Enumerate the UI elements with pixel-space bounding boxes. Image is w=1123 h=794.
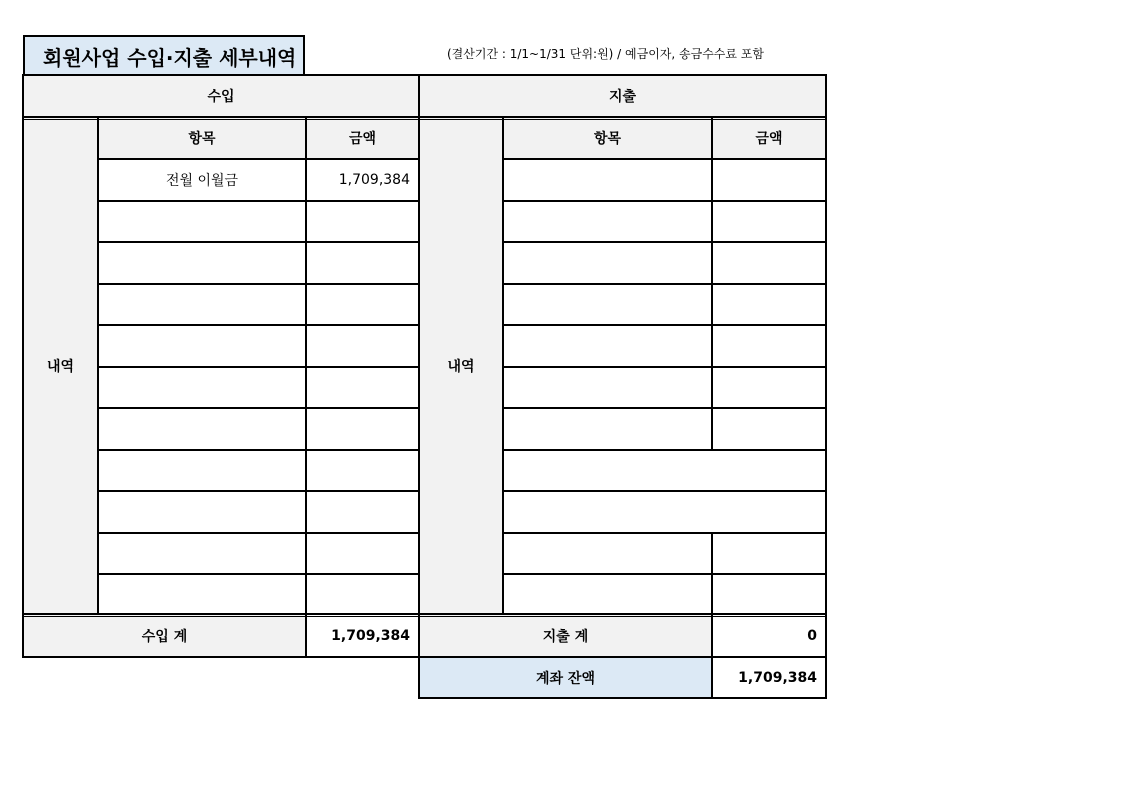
income-row-11-item	[98, 574, 306, 614]
income-row-2-amount	[306, 201, 419, 242]
income-row-3-item	[98, 242, 306, 284]
expense-row-2-item	[503, 201, 712, 242]
expense-row-8-merged	[503, 450, 826, 491]
income-row-10-item	[98, 533, 306, 574]
income-total-label: 수입 계	[23, 614, 306, 657]
income-side-label: 내역	[23, 117, 98, 614]
expense-row-2-amount	[712, 201, 826, 242]
income-col-amount: 금액	[306, 117, 419, 159]
header-double-line	[23, 119, 826, 120]
income-row-5-amount	[306, 325, 419, 367]
expense-row-5-amount	[712, 325, 826, 367]
expense-row-1-item	[503, 159, 712, 201]
page-title: 회원사업 수입·지출 세부내역	[23, 35, 305, 75]
expense-row-4-item	[503, 284, 712, 325]
expense-col-amount: 금액	[712, 117, 826, 159]
expense-row-10-item	[503, 533, 712, 574]
expense-header: 지출	[419, 75, 826, 117]
income-col-item: 항목	[98, 117, 306, 159]
expense-row-7-amount	[712, 408, 826, 450]
expense-row-10-amount	[712, 533, 826, 574]
expense-row-5-item	[503, 325, 712, 367]
expense-row-11-item	[503, 574, 712, 614]
income-row-1-amount: 1,709,384	[306, 159, 419, 201]
expense-total-value: 0	[712, 614, 826, 657]
income-row-7-item	[98, 408, 306, 450]
income-row-7-amount	[306, 408, 419, 450]
period-note: (결산기간 : 1/1~1/31 단위:원) / 예금이자, 송금수수료 포함	[447, 47, 764, 61]
expense-row-7-item	[503, 408, 712, 450]
expense-row-1-amount	[712, 159, 826, 201]
income-row-1-item: 전월 이월금	[98, 159, 306, 201]
income-row-8-item	[98, 450, 306, 491]
expense-row-3-amount	[712, 242, 826, 284]
income-row-10-amount	[306, 533, 419, 574]
expense-row-4-amount	[712, 284, 826, 325]
expense-total-label: 지출 계	[419, 614, 712, 657]
income-header: 수입	[23, 75, 419, 117]
income-total-value: 1,709,384	[306, 614, 419, 657]
expense-row-6-item	[503, 367, 712, 408]
expense-row-11-amount	[712, 574, 826, 614]
income-row-4-item	[98, 284, 306, 325]
balance-value: 1,709,384	[712, 657, 826, 698]
expense-row-3-item	[503, 242, 712, 284]
income-row-9-amount	[306, 491, 419, 533]
balance-label: 계좌 잔액	[419, 657, 712, 698]
income-row-5-item	[98, 325, 306, 367]
income-row-4-amount	[306, 284, 419, 325]
expense-row-6-amount	[712, 367, 826, 408]
income-row-3-amount	[306, 242, 419, 284]
expense-side-label: 내역	[419, 117, 503, 614]
income-row-8-amount	[306, 450, 419, 491]
totals-double-line	[23, 616, 826, 617]
income-row-2-item	[98, 201, 306, 242]
income-row-6-item	[98, 367, 306, 408]
income-row-11-amount	[306, 574, 419, 614]
income-row-6-amount	[306, 367, 419, 408]
expense-row-9-merged	[503, 491, 826, 533]
income-row-9-item	[98, 491, 306, 533]
expense-col-item: 항목	[503, 117, 712, 159]
